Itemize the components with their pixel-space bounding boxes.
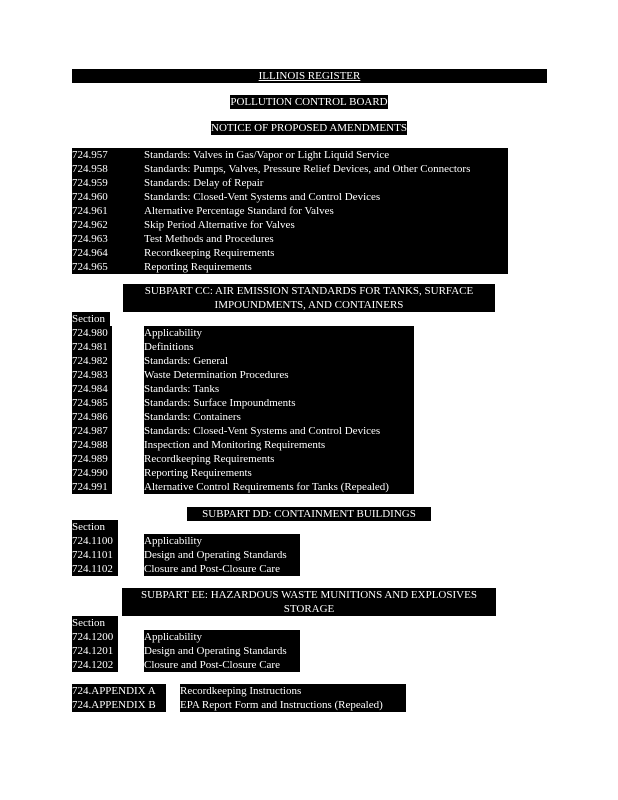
section-number: 724.982 bbox=[72, 354, 112, 368]
appendix-number: 724.APPENDIX B bbox=[72, 698, 166, 712]
section-number: 724.964 bbox=[72, 246, 144, 260]
section-title: Standards: Delay of Repair bbox=[144, 176, 508, 190]
section-label: Section bbox=[72, 616, 118, 630]
section-title: Recordkeeping Requirements bbox=[144, 246, 508, 260]
section-title: Standards: Surface Impoundments bbox=[144, 396, 414, 410]
section-title: Closure and Post-Closure Care bbox=[144, 562, 300, 576]
section-number: 724.984 bbox=[72, 382, 112, 396]
notice-line bbox=[0, 121, 618, 135]
section-number: 724.981 bbox=[72, 340, 112, 354]
subpart-dd-heading: SUBPART DD: CONTAINMENT BUILDINGS bbox=[187, 507, 431, 521]
section-number: 724.958 bbox=[72, 162, 144, 176]
section-number: 724.991 bbox=[72, 480, 112, 494]
section-label: Section bbox=[72, 520, 118, 534]
subpart-ee-heading-line1 bbox=[0, 588, 618, 602]
section-title: Standards: General bbox=[144, 354, 414, 368]
section-number: 724.1102 bbox=[72, 562, 118, 576]
subpart-cc-heading: SUBPART CC: AIR EMISSION STANDARDS FOR TANKS, SURFACE bbox=[123, 284, 495, 298]
section-number: 724.990 bbox=[72, 466, 112, 480]
section-title: Waste Determination Procedures bbox=[144, 368, 414, 382]
section-title: Skip Period Alternative for Valves bbox=[144, 218, 508, 232]
subpart-cc-heading-line1 bbox=[0, 284, 618, 298]
section-title: Reporting Requirements bbox=[144, 260, 508, 274]
section-number: 724.1101 bbox=[72, 548, 118, 562]
section-title: Closure and Post-Closure Care bbox=[144, 658, 300, 672]
subpart-ee-heading-cont: STORAGE bbox=[122, 602, 496, 616]
section-number: 724.962 bbox=[72, 218, 144, 232]
appendix-title: EPA Report Form and Instructions (Repealed) bbox=[180, 698, 406, 712]
section-title: Inspection and Monitoring Requirements bbox=[144, 438, 414, 452]
section-title: Alternative Control Requirements for Tanks (Repealed) bbox=[144, 480, 414, 494]
section-number: 724.963 bbox=[72, 232, 144, 246]
section-number: 724.959 bbox=[72, 176, 144, 190]
section-title: Design and Operating Standards bbox=[144, 548, 300, 562]
section-number: 724.957 bbox=[72, 148, 144, 162]
section-number: 724.980 bbox=[72, 326, 112, 340]
board-name-line bbox=[0, 95, 618, 109]
section-title: Recordkeeping Requirements bbox=[144, 452, 414, 466]
section-title: Applicability bbox=[144, 534, 300, 548]
subpart-dd-heading-line bbox=[0, 507, 618, 521]
section-label: Section bbox=[72, 312, 110, 326]
section-number: 724.965 bbox=[72, 260, 144, 274]
section-title: Test Methods and Procedures bbox=[144, 232, 508, 246]
section-number: 724.983 bbox=[72, 368, 112, 382]
section-number: 724.1202 bbox=[72, 658, 118, 672]
section-number: 724.988 bbox=[72, 438, 112, 452]
section-number: 724.986 bbox=[72, 410, 112, 424]
subpart-ee-heading-line2 bbox=[0, 602, 618, 616]
subpart-cc-heading-line2 bbox=[0, 298, 618, 312]
section-title: Standards: Tanks bbox=[144, 382, 414, 396]
section-title: Standards: Containers bbox=[144, 410, 414, 424]
section-title: Standards: Closed-Vent Systems and Control Devices bbox=[144, 424, 414, 438]
section-title: Alternative Percentage Standard for Valves bbox=[144, 204, 508, 218]
section-number: 724.985 bbox=[72, 396, 112, 410]
appendix-title: Recordkeeping Instructions bbox=[180, 684, 406, 698]
section-title: Definitions bbox=[144, 340, 414, 354]
section-title: Design and Operating Standards bbox=[144, 644, 300, 658]
section-title: Standards: Valves in Gas/Vapor or Light Liquid Service bbox=[144, 148, 508, 162]
register-title: ILLINOIS REGISTER bbox=[258, 70, 361, 82]
section-number: 724.1201 bbox=[72, 644, 118, 658]
notice-title: NOTICE OF PROPOSED AMENDMENTS bbox=[211, 122, 407, 134]
subpart-cc-heading-cont: IMPOUNDMENTS, AND CONTAINERS bbox=[123, 298, 495, 312]
subpart-ee-section-label-wrap bbox=[72, 616, 118, 630]
subpart-ee-heading: SUBPART EE: HAZARDOUS WASTE MUNITIONS AND EXPLOSIVES bbox=[122, 588, 496, 602]
section-title: Applicability bbox=[144, 326, 414, 340]
section-title: Standards: Closed-Vent Systems and Control Devices bbox=[144, 190, 508, 204]
section-title: Reporting Requirements bbox=[144, 466, 414, 480]
section-number: 724.1200 bbox=[72, 630, 118, 644]
section-number: 724.987 bbox=[72, 424, 112, 438]
register-bar bbox=[72, 69, 547, 83]
section-number: 724.1100 bbox=[72, 534, 118, 548]
board-name: POLLUTION CONTROL BOARD bbox=[230, 96, 388, 108]
section-title: Standards: Pumps, Valves, Pressure Relief Devices, and Other Connectors bbox=[144, 162, 508, 176]
subpart-dd-section-label-wrap bbox=[72, 520, 118, 534]
section-number: 724.961 bbox=[72, 204, 144, 218]
section-number: 724.960 bbox=[72, 190, 144, 204]
subpart-cc-section-label-wrap bbox=[72, 312, 110, 326]
section-title: Applicability bbox=[144, 630, 300, 644]
section-number: 724.989 bbox=[72, 452, 112, 466]
appendix-number: 724.APPENDIX A bbox=[72, 684, 166, 698]
